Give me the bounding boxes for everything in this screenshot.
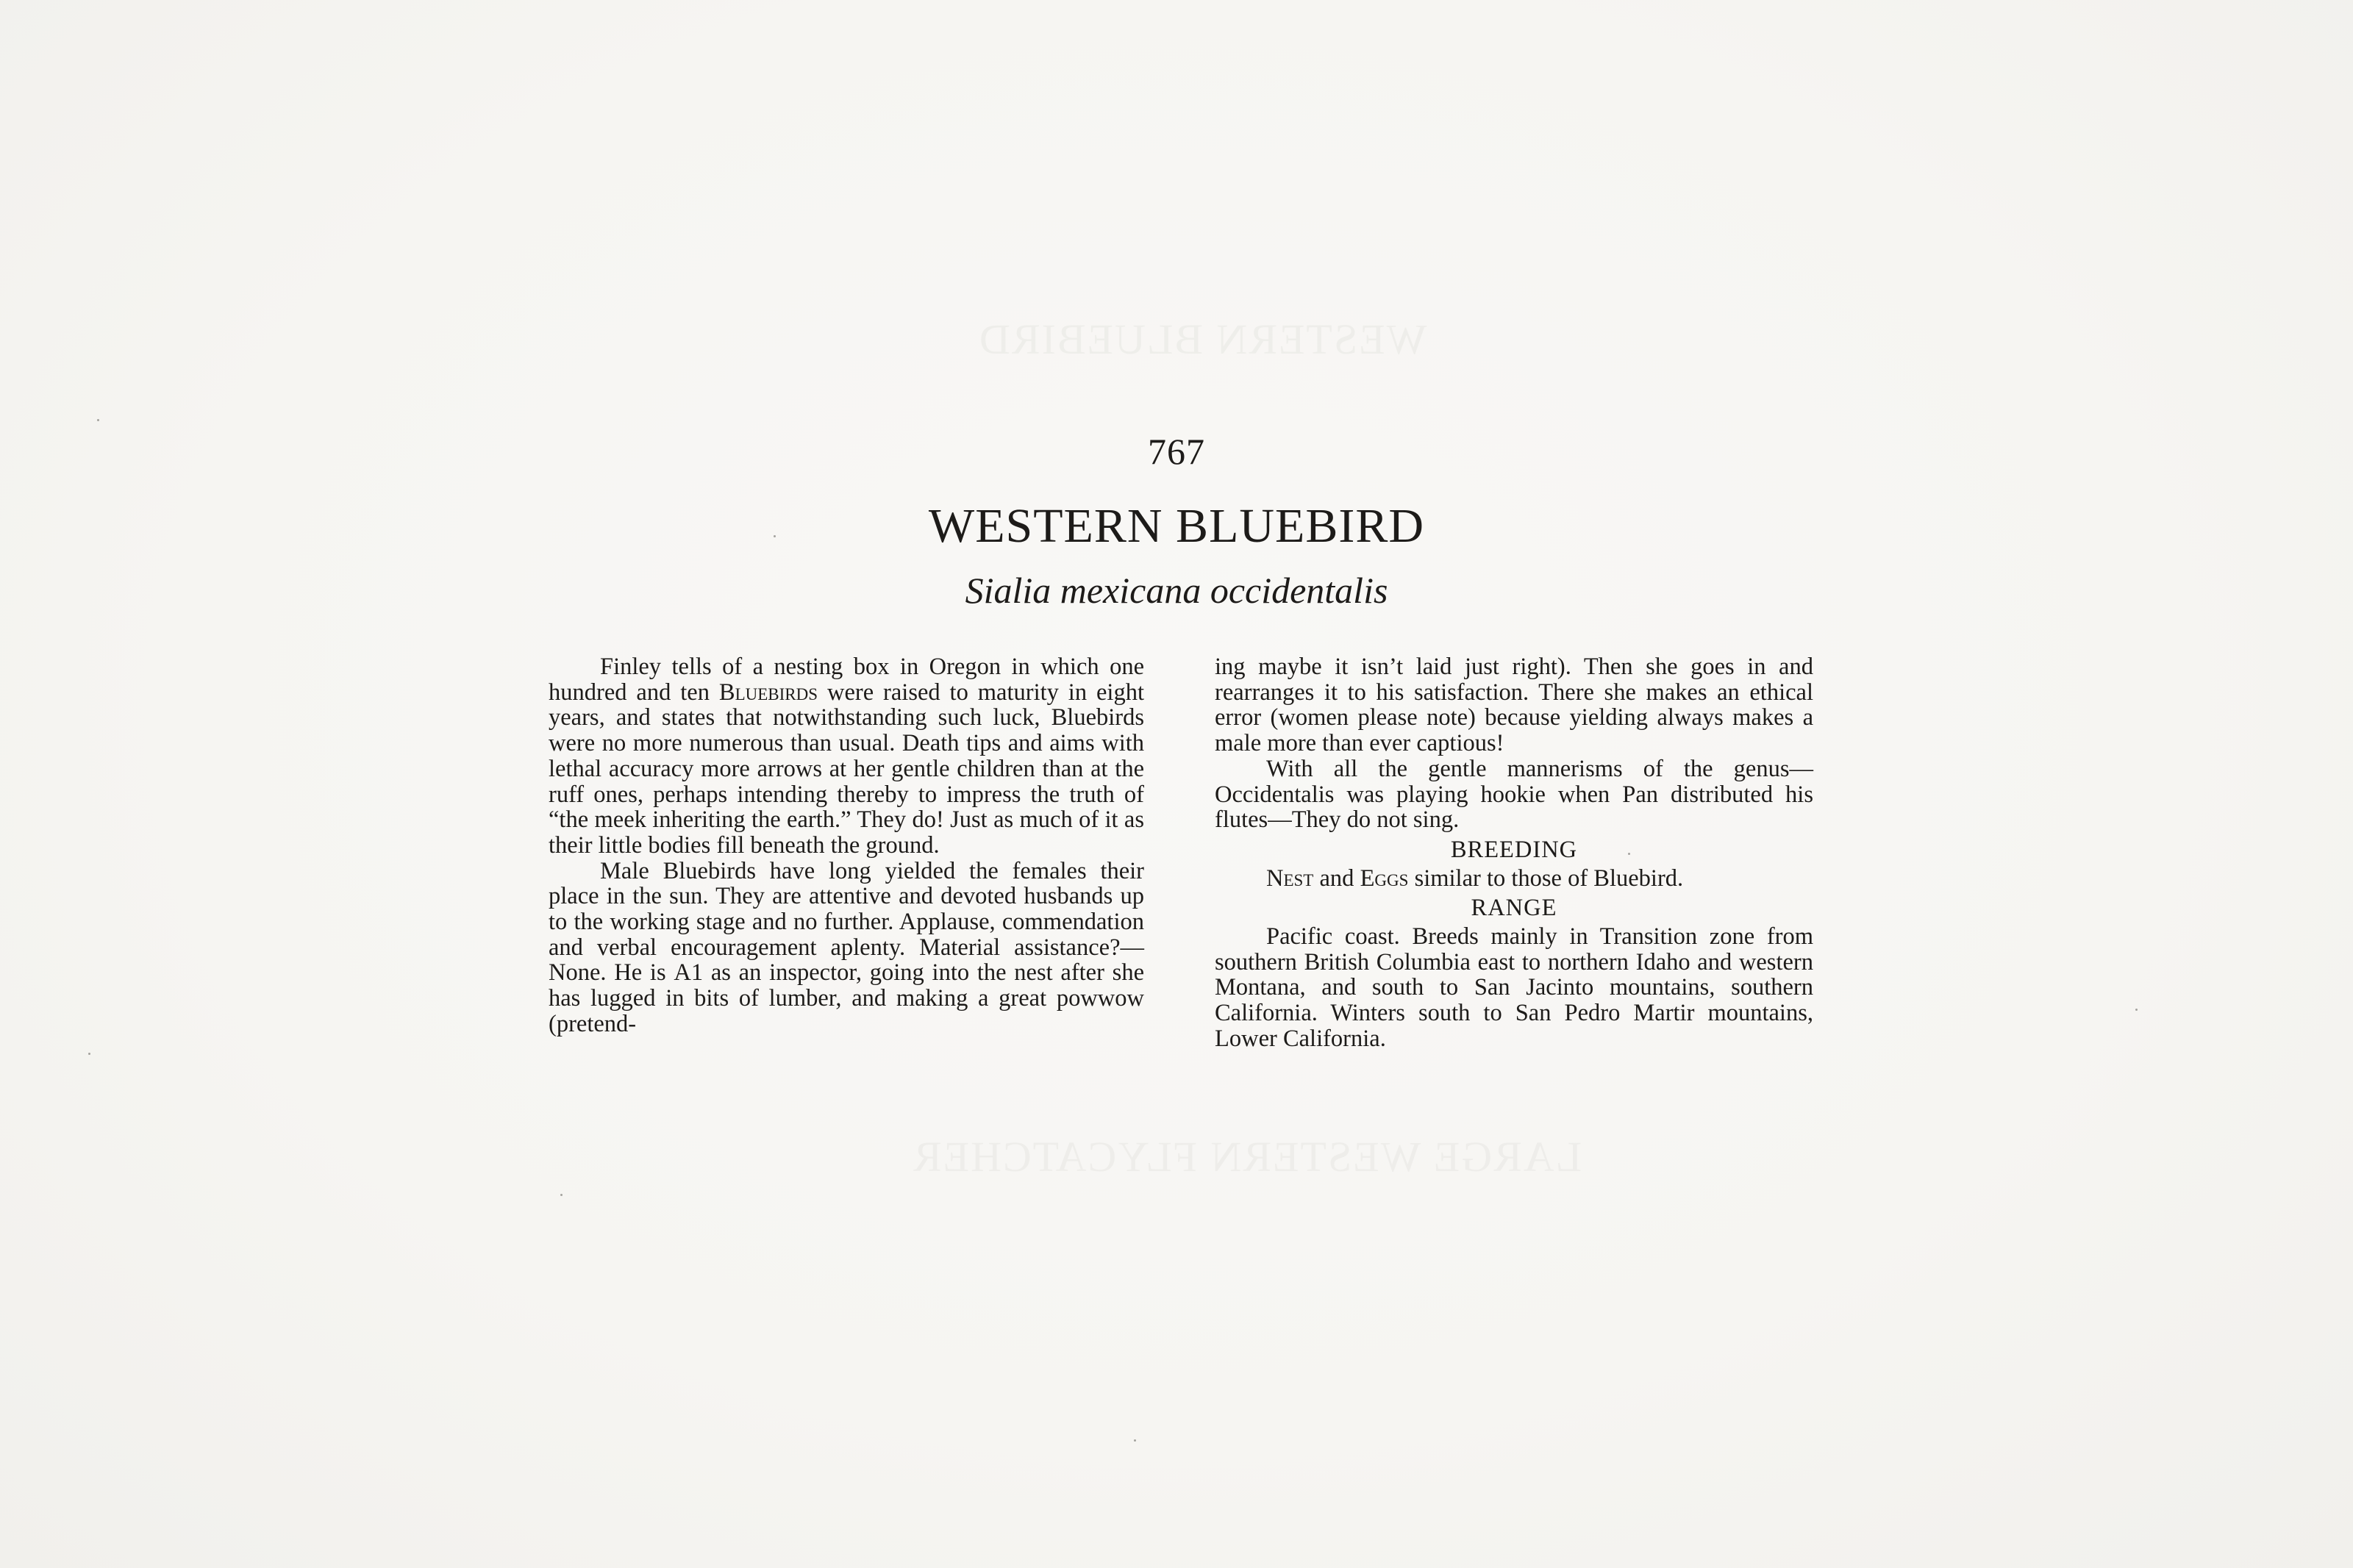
paper-speck xyxy=(1628,853,1630,855)
paper-speck xyxy=(88,1053,90,1055)
paper-speck xyxy=(97,419,99,421)
show-through-text: WESTERN BLUEBIRD xyxy=(978,315,1427,363)
paragraph-text: as an inspector, going into the nest after she has lugged in bits of lumber, and making a great powwow (pretend- xyxy=(549,959,1144,1037)
page-number: 767 xyxy=(1148,431,1205,472)
eggs-smallcaps: Eggs xyxy=(1360,864,1409,892)
breeding-heading: BREEDING xyxy=(1450,836,1578,863)
paragraph-text: similar to those of Bluebird. xyxy=(1408,864,1684,892)
range-text: Pacific coast. Breeds mainly in Transition zone from southern British Columbia east to northern Idaho and western Montana, and south to San Jacinto mountains, southern California. Winters south to San Pedro Martir mountains, Lower California. xyxy=(1215,923,1813,1052)
paragraph-continuation: ing maybe it isn’t laid just right). Then she goes in and rearranges it to his satisfaction. There she makes an ethical error (women please note) because yielding always makes a male more than ever captious! xyxy=(1215,654,1813,757)
right-column xyxy=(1215,654,1813,1052)
show-through-text: LARGE WESTERN FLYCATCHER xyxy=(912,1133,1582,1181)
paragraph-male-bluebirds xyxy=(549,859,1144,1037)
paper-speck xyxy=(774,535,776,537)
paragraph-nesting-box xyxy=(549,654,1144,859)
paragraph-text: Male Bluebirds have long yielded the females their place in the sun. They are attentive and devoted husbands up to the working stage and no further. Applause, commendation and verbal encouragement aplenty. Material assistance?—None. He is xyxy=(549,857,1144,987)
paper-speck xyxy=(560,1194,563,1196)
left-column xyxy=(549,654,1144,1037)
nest-smallcaps: Nest xyxy=(1266,864,1314,892)
paragraph-text: were raised to maturity in eight years, and states that notwithstanding such luck, Bluebirds were no more numerous than usual. Death tips and aims with lethal accuracy more arrows at her gentle children than at the ruff ones, perhaps intending thereby to impress the truth of “the meek inheriting the earth.” They do! Just as much of it as their little bodies fill beneath the ground. xyxy=(549,679,1144,859)
species-title: WESTERN BLUEBIRD xyxy=(928,499,1425,553)
paper-speck xyxy=(2135,1009,2138,1011)
scientific-name: Sialia mexicana occidentalis xyxy=(965,570,1388,611)
breeding-text xyxy=(1215,866,1813,892)
paragraph-genus: With all the gentle mannerisms of the genus—Occidentalis was playing hookie when Pan distributed his flutes—They do not sing. xyxy=(1215,755,1813,834)
paragraph-text: Finley tells of a nesting box in Oregon in which one hundred and ten xyxy=(549,654,1144,706)
paragraph-text: and xyxy=(1313,864,1360,892)
species-smallcaps: Bluebirds xyxy=(718,679,818,706)
range-heading: RANGE xyxy=(1471,895,1557,922)
paper-speck xyxy=(1134,1439,1136,1442)
a1-smallcaps: A1 xyxy=(674,959,704,987)
